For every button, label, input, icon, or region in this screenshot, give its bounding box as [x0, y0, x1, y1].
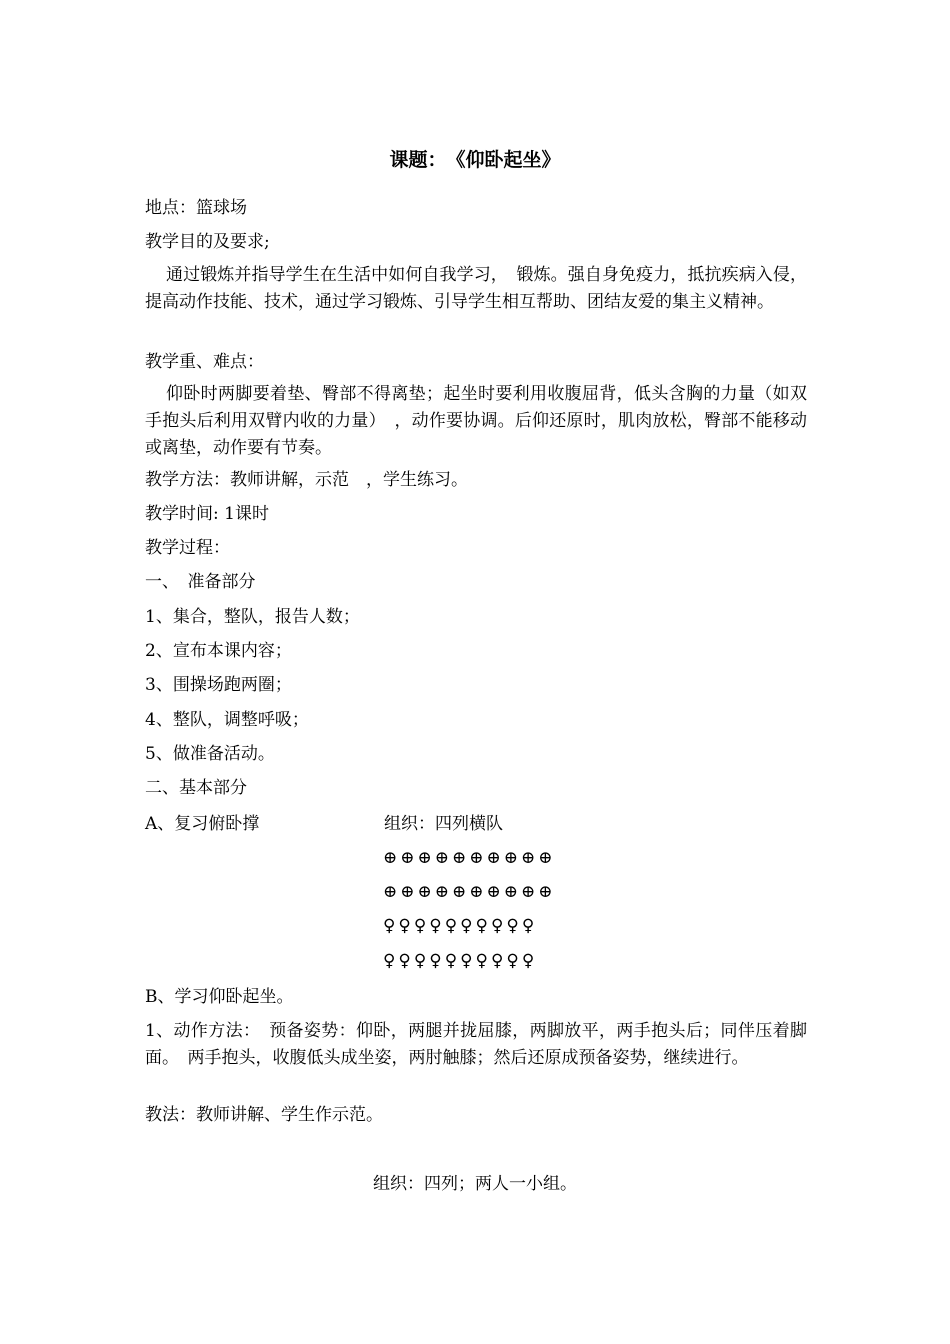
- teaching-method-line: 教学方法：教师讲解，示范 ，学生练习。: [145, 470, 468, 490]
- section-b-organization: 组织：四列；两人一小组。: [373, 1174, 577, 1194]
- formation-row: ⊕⊕⊕⊕⊕⊕⊕⊕⊕⊕: [383, 882, 556, 902]
- process-heading: 教学过程：: [145, 538, 230, 558]
- part1-item: 3、围操场跑两圈；: [145, 675, 292, 695]
- part1-heading: 一、 准备部分: [145, 572, 256, 592]
- part1-item: 4、整队，调整呼吸；: [145, 710, 309, 730]
- goal-heading: 教学目的及要求;: [145, 232, 270, 252]
- teaching-time-line: 教学时间: 1课时: [145, 504, 269, 524]
- action-method-paragraph: 1、动作方法： 预备姿势：仰卧，两腿并拢屈膝，两脚放平，两手抱头后；同伴压着脚面。 两手抱头，收腹低头成坐姿，两肘触膝；然后还原成预备姿势，继续进行。: [145, 1021, 807, 1068]
- part1-item: 5、做准备活动。: [145, 744, 275, 764]
- key-points-paragraph: 仰卧时两脚要着垫、臀部不得离垫；起坐时要利用收腹屈背，低头含胸的力量（如双手抱头后利用双臂内收的力量） ，动作要协调。后仰还原时，肌肉放松，臀部不能移动或离垫，动作要有节奏。: [145, 384, 807, 458]
- part2-heading: 二、基本部分: [145, 778, 247, 798]
- part1-item: 2、宣布本课内容；: [145, 641, 292, 661]
- key-points-heading: 教学重、难点：: [145, 352, 264, 372]
- section-a-title: A、复习俯卧撑: [145, 814, 260, 834]
- section-b-title: B、学习仰卧起坐。: [145, 987, 294, 1007]
- formation-row: ♀♀♀♀♀♀♀♀♀♀: [383, 916, 538, 936]
- formation-row: ♀♀♀♀♀♀♀♀♀♀: [383, 951, 538, 971]
- location-line: 地点：篮球场: [145, 198, 247, 218]
- formation-row: ⊕⊕⊕⊕⊕⊕⊕⊕⊕⊕: [383, 848, 556, 868]
- part1-item: 1、集合，整队，报告人数；: [145, 607, 360, 627]
- teaching-method-b: 教法：教师讲解、学生作示范。: [145, 1105, 383, 1125]
- goal-paragraph: 通过锻炼并指导学生在生活中如何自我学习， 锻炼。强自身免疫力，抵抗疾病入侵，提高动作技能、技术，通过学习锻炼、引导学生相互帮助、团结友爱的集主义精神。: [145, 265, 807, 312]
- section-a-organization: 组织：四列横队: [384, 814, 503, 834]
- lesson-title: 课题： 《仰卧起坐》: [389, 149, 561, 171]
